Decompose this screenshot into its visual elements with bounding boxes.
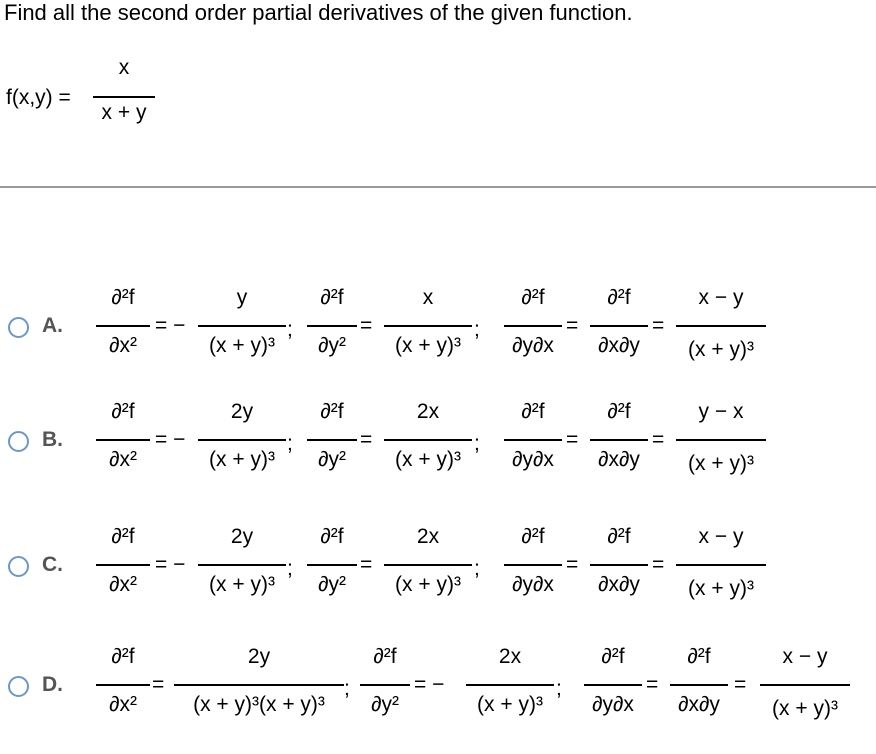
fyy-label: ∂²f ∂y² [307,278,357,368]
mixed-value: x − y (x + y)³ [760,637,850,727]
fxx-value: 2y (x + y)³(x + y)³ [174,637,344,727]
fxx-value: 2y (x + y)³ [198,392,286,482]
fxy-label: ∂²f ∂x∂y [590,517,648,607]
fyy-value: 2x (x + y)³ [384,392,472,482]
option-a[interactable]: A. ∂²f ∂x² = − y (x + y)³ ; ∂²f ∂y² = x (x + y)³ ; ∂²f ∂y∂x = ∂²f ∂x∂y = x − y (x + y)³ [0,278,876,388]
question-text: Find all the second order partial derivatives of the given function. [4,0,633,25]
radio-button-b[interactable] [8,431,29,452]
fxx-label: ∂²f ∂x² [96,278,150,368]
function-numerator: x [118,56,130,79]
option-c[interactable]: C. ∂²f ∂x² = − 2y (x + y)³ ; ∂²f ∂y² = 2x (x + y)³ ; ∂²f ∂y∂x = ∂²f ∂x∂y = x − y (x + y)³ [0,517,876,627]
radio-button-c[interactable] [8,556,29,577]
fyy-value: x (x + y)³ [384,278,472,368]
fxx-sign: = − [155,428,186,451]
option-letter: A. [42,314,63,337]
mixed-value: x − y (x + y)³ [676,278,766,368]
option-letter: B. [42,428,63,451]
option-letter: C. [42,553,63,576]
radio-button-a[interactable] [8,317,29,338]
fxx-value: y (x + y)³ [198,278,286,368]
fyy-label: ∂²f ∂y² [360,637,410,727]
mixed-value: x − y (x + y)³ [676,517,766,607]
fraction-bar [93,96,155,98]
fyy-sign: = [360,428,373,451]
fxy-label: ∂²f ∂x∂y [590,392,648,482]
fxy-label: ∂²f ∂x∂y [670,637,728,727]
fyy-sign: = − [414,673,445,696]
fxx-label: ∂²f ∂x² [96,517,150,607]
fxy-label: ∂²f ∂x∂y [590,278,648,368]
fyx-label: ∂²f ∂y∂x [504,278,562,368]
fyy-sign: = [360,314,373,337]
fyy-label: ∂²f ∂y² [307,517,357,607]
fyy-sign: = [360,553,373,576]
function-lhs: f(x,y) = [6,86,71,109]
radio-button-d[interactable] [8,676,29,697]
option-d[interactable]: D. ∂²f ∂x² = 2y (x + y)³(x + y)³ ; ∂²f ∂y² = − 2x (x + y)³ ; ∂²f ∂y∂x = ∂²f ∂x∂y = x − y (x + y)³ [0,637,876,747]
fxx-label: ∂²f ∂x² [96,637,150,727]
fyx-label: ∂²f ∂y∂x [584,637,642,727]
divider [0,186,876,188]
fxx-sign: = [152,673,165,696]
fyy-label: ∂²f ∂y² [307,392,357,482]
mixed-value: y − x (x + y)³ [676,392,766,482]
fxx-sign: = − [155,314,186,337]
fxx-sign: = − [155,553,186,576]
option-letter: D. [42,673,63,696]
fyy-value: 2x (x + y)³ [384,517,472,607]
fxx-label: ∂²f ∂x² [96,392,150,482]
fyy-value: 2x (x + y)³ [466,637,554,727]
fyx-label: ∂²f ∂y∂x [504,517,562,607]
option-b[interactable]: B. ∂²f ∂x² = − 2y (x + y)³ ; ∂²f ∂y² = 2x (x + y)³ ; ∂²f ∂y∂x = ∂²f ∂x∂y = y − x (x + y)³ [0,392,876,502]
fxx-value: 2y (x + y)³ [198,517,286,607]
fyx-label: ∂²f ∂y∂x [504,392,562,482]
function-denominator: x + y [101,101,147,124]
